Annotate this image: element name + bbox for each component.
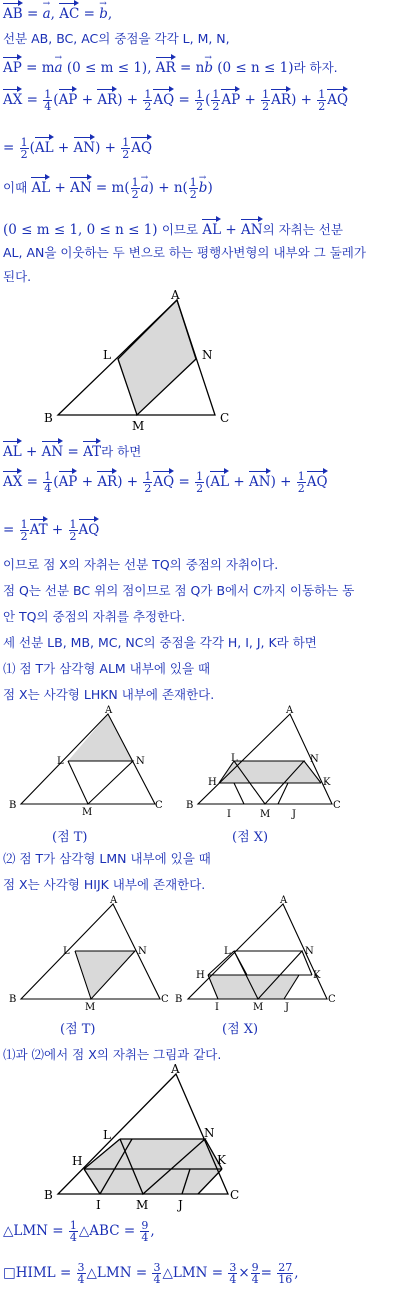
paragraph-line: 세 선분 LB, MB, MC, NC의 중점을 각각 H, I, J, K라 하면 (3, 635, 317, 650)
svg-text:I: I (227, 809, 231, 820)
himl-area-line: □HIML = $\frac{3}{4}$ △LMN = $\frac{3}{4}$ △LMN = $\frac{3}{4}$ × $\frac{9}{4}$ = $\frac{27}{16}$ , (3, 1261, 299, 1286)
svg-text:A: A (105, 705, 113, 716)
svg-text:H: H (196, 970, 205, 981)
svg-text:J: J (285, 1002, 290, 1013)
svg-text:L: L (57, 756, 64, 767)
case2-heading: ⑵ 점 T가 삼각형 LMN 내부에 있을 때 (3, 851, 211, 866)
svg-text:A: A (110, 895, 118, 906)
svg-text:M: M (85, 1002, 96, 1013)
case1-t-figure (5, 704, 180, 818)
svg-text:B: B (9, 994, 17, 1005)
svg-text:C: C (230, 1188, 240, 1202)
locus-condition-line: (0 ≤ m ≤ 1, 0 ≤ n ≤ 1) 이므로 AL + AN의 자취는 선분 (3, 218, 343, 239)
svg-text:H: H (208, 777, 217, 788)
ax-final-line: = $\frac{1}{2}$ AT + $\frac{1}{2}$ AQ (3, 518, 100, 543)
svg-text:L: L (224, 946, 231, 957)
svg-text:M: M (136, 1198, 149, 1212)
svg-text:J: J (178, 1198, 183, 1212)
svg-text:N: N (305, 946, 314, 957)
paragraph-line: 이므로 점 X의 자취는 선분 TQ의 중점의 자취이다. (3, 557, 279, 572)
ap-ar-definition-line: AP = ma → (0 ≤ m ≤ 1), AR = nb → (0 ≤ n ≤ 1)라 하자. (3, 56, 338, 77)
svg-text:N: N (138, 946, 147, 957)
parallelogram-figure (40, 288, 250, 433)
svg-text:L: L (63, 946, 70, 957)
svg-text:A: A (171, 1062, 180, 1076)
svg-text:N: N (310, 754, 319, 765)
case2-t-caption: (점 T) (60, 1022, 96, 1037)
svg-text:B: B (186, 800, 194, 811)
svg-text:I: I (96, 1198, 101, 1212)
ax-rewrite-line: AX = $\frac{1}{4}$ (AP + AR) + $\frac{1}{2}$ AQ = $\frac{1}{2}$ (AL + AN) + $\frac{1}{2}$ AQ (3, 470, 328, 495)
svg-text:B: B (175, 994, 183, 1005)
svg-text:K: K (323, 777, 331, 788)
svg-text:C: C (333, 800, 341, 811)
svg-text:H: H (72, 1154, 83, 1168)
svg-text:K: K (217, 1153, 226, 1167)
paragraph-line: 안 TQ의 중점의 자취를 추정한다. (3, 609, 186, 624)
ax-expression-line: AX = $\frac{1}{4}$ (AP + AR) + $\frac{1}{2}$ AQ = $\frac{1}{2}$ ( $\frac{1}{2}$ AP + $\frac{1}{2}$ AR) + $\frac{1}{2}$ AQ (3, 88, 349, 113)
conclusion-line: ⑴과 ⑵에서 점 X의 자취는 그림과 같다. (3, 1047, 222, 1062)
locus-description-line: AL, AN을 이웃하는 두 변으로 하는 평행사변형의 내부와 그 둘레가 (3, 245, 366, 260)
svg-text:J: J (292, 809, 297, 820)
case2-x-caption: (점 X) (222, 1022, 259, 1037)
svg-text:C: C (328, 994, 336, 1005)
svg-text:I: I (215, 1002, 219, 1013)
paragraph-line: 점 Q는 선분 BC 위의 점이므로 점 Q가 B에서 C까지 이동하는 동 (3, 583, 355, 598)
svg-text:L: L (103, 348, 111, 362)
case2-x-figure (172, 894, 357, 1012)
svg-text:N: N (204, 1126, 215, 1140)
svg-text:N: N (136, 756, 145, 767)
svg-text:C: C (220, 411, 230, 425)
final-locus-figure (40, 1064, 250, 1214)
case1-t-caption: (점 T) (52, 830, 88, 845)
locus-description-end: 된다. (3, 269, 32, 284)
at-definition-line: AL + AN = AT라 하면 (3, 440, 141, 461)
case1-statement: 점 X는 사각형 LHKN 내부에 존재한다. (3, 687, 215, 702)
svg-text:L: L (231, 753, 238, 764)
svg-text:A: A (280, 895, 288, 906)
svg-text:M: M (260, 809, 271, 820)
svg-text:C: C (155, 800, 163, 811)
svg-text:B: B (44, 411, 53, 425)
case1-heading: ⑴ 점 T가 삼각형 ALM 내부에 있을 때 (3, 661, 211, 676)
svg-text:M: M (132, 419, 145, 433)
al-an-expression: 이때 AL + AN = m( $\frac{1}{2}$ a →) + n( $\frac{1}{2}$ b →) (3, 176, 213, 200)
midpoint-line: 선분 AB, BC, AC의 중점을 각각 L, M, N, (3, 31, 230, 46)
svg-text:C: C (161, 994, 169, 1005)
case1-x-caption: (점 X) (232, 830, 269, 845)
case1-x-figure (182, 704, 357, 824)
svg-text:B: B (44, 1188, 53, 1202)
svg-text:K: K (313, 970, 321, 981)
svg-text:N: N (202, 348, 213, 362)
svg-text:M: M (253, 1002, 264, 1013)
vector-definition-line: AB = a →, AC = b →, (3, 2, 112, 23)
svg-text:L: L (103, 1128, 111, 1142)
svg-text:B: B (9, 800, 17, 811)
lmn-area-line: △LMN = $\frac{1}{4}$ △ABC = $\frac{9}{4}$ , (3, 1219, 155, 1244)
case2-t-figure (5, 894, 183, 1013)
case2-statement: 점 X는 사각형 HIJK 내부에 존재한다. (3, 877, 206, 892)
svg-text:M: M (82, 807, 93, 818)
ax-expression-continued: = $\frac{1}{2}$ (AL + AN) + $\frac{1}{2}$ AQ (3, 136, 153, 161)
svg-text:A: A (286, 705, 294, 716)
svg-text:A: A (171, 288, 180, 302)
